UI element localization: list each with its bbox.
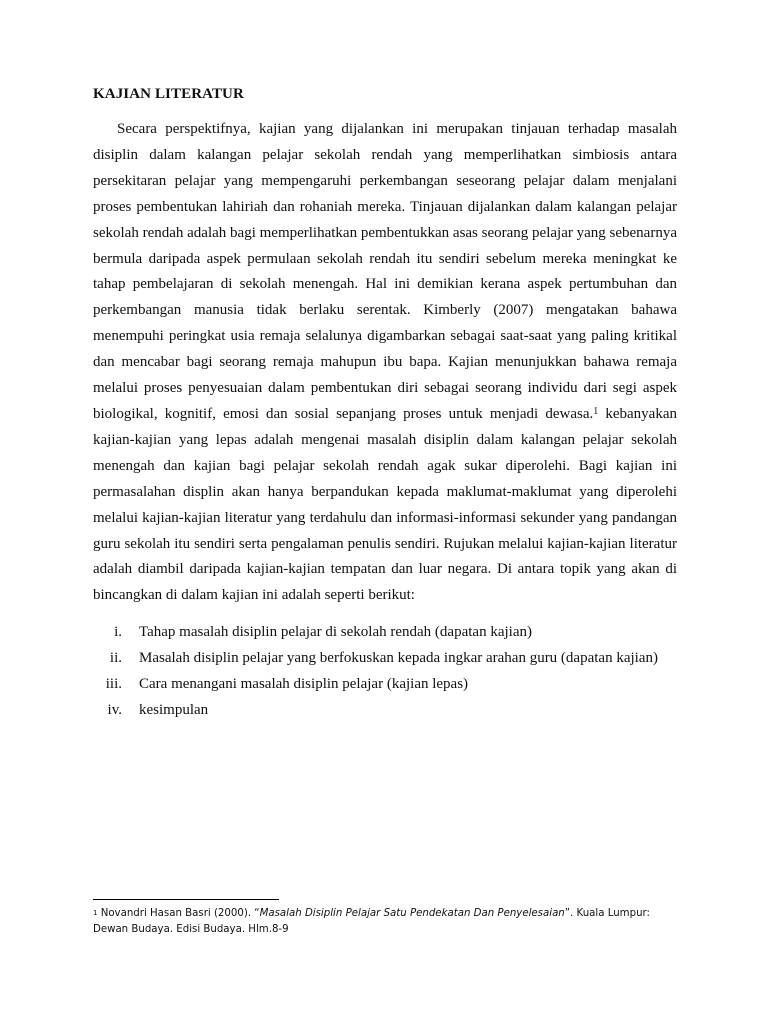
footnote-reference: 1 bbox=[593, 405, 599, 417]
list-number: ii. bbox=[109, 650, 122, 667]
list-item bbox=[93, 697, 677, 723]
footnote-author: Novandri Hasan Basri (2000). “ bbox=[97, 908, 260, 919]
section-heading: KAJIAN LITERATUR bbox=[93, 86, 244, 102]
list-item bbox=[93, 671, 677, 697]
list-item bbox=[93, 619, 677, 645]
footnote-separator bbox=[93, 899, 279, 900]
list-text: Masalah disiplin pelajar yang berfokuskan kepada ingkar arahan guru (dapatan kajian) bbox=[139, 650, 658, 667]
list-number: i. bbox=[114, 624, 122, 641]
list-text: Tahap masalah disiplin pelajar di sekolah rendah (dapatan kajian) bbox=[139, 624, 532, 641]
list-number: iii. bbox=[105, 676, 122, 693]
list-text: Cara menangani masalah disiplin pelajar (kajian lepas) bbox=[139, 676, 469, 693]
body-paragraph bbox=[93, 117, 677, 609]
footnote-publisher: ”. Kuala Lumpur: Dewan Budaya. Edisi Budaya. Hlm.8-9 bbox=[93, 908, 650, 935]
document-page bbox=[93, 86, 677, 723]
list-number: iv. bbox=[107, 702, 122, 719]
paragraph-part-1: Secara perspektifnya, kajian yang dijalankan ini merupakan tinjauan terhadap masalah disiplin dalam kalangan pelajar sekolah rendah yang memperlihatkan simbiosis antara persekitaran pelajar yang mempengaruhi perkembangan seseorang pelajar dalam menjalani proses pembentukan lahiriah dan rohaniah mereka. Tinjauan dijalankan dalam kalangan pelajar sekolah rendah adalah bagi memperlihatkan pembentukkan asas seorang pelajar yang sebenarnya bermula daripada aspek permulaan sekolah rendah itu sendiri sebelum mereka meningkat ke tahap pembelajaran di sekolah menengah. Hal ini demikian kerana aspek pertumbuhan dan perkembangan manusia tidak berlaku serentak. Kimberly (2007) mengatakan bahawa menempuhi peringkat usia remaja selalunya digambarkan sebagai saat-saat yang paling kritikal dan mencabar bagi seorang remaja mahupun ibu bapa. Kajian menunjukkan bahawa remaja melalui proses penyesuaian dalam pembentukan diri sebagai seorang individu dari segi aspek biologikal, kognitif, emosi dan sosial sepanjang proses untuk menjadi dewasa. bbox=[93, 121, 677, 422]
footnote-title: Masalah Disiplin Pelajar Satu Pendekatan Dan Penyelesaian bbox=[259, 908, 565, 919]
footnote bbox=[93, 906, 677, 938]
footnote-marker: 1 bbox=[93, 909, 98, 917]
list-item bbox=[93, 645, 677, 671]
list-text: kesimpulan bbox=[139, 702, 209, 719]
paragraph-part-2: kebanyakan kajian-kajian yang lepas adalah mengenai masalah disiplin dalam kalangan pelajar sekolah menengah dan kajian bagi pelajar sekolah rendah agak sukar diperolehi. Bagi kajian ini permasalahan displin akan hanya berpandukan kepada maklumat-maklumat yang diperolehi melalui kajian-kajian literatur yang terdahulu dan informasi-informasi sekunder yang pandangan guru sekolah itu sendiri serta pengalaman penulis sendiri. Rujukan melalui kajian-kajian literatur adalah diambil daripada kajian-kajian tempatan dan luar negara. Di antara topik yang akan di bincangkan di dalam kajian ini adalah seperti berikut: bbox=[93, 405, 677, 604]
topic-list bbox=[93, 619, 677, 723]
